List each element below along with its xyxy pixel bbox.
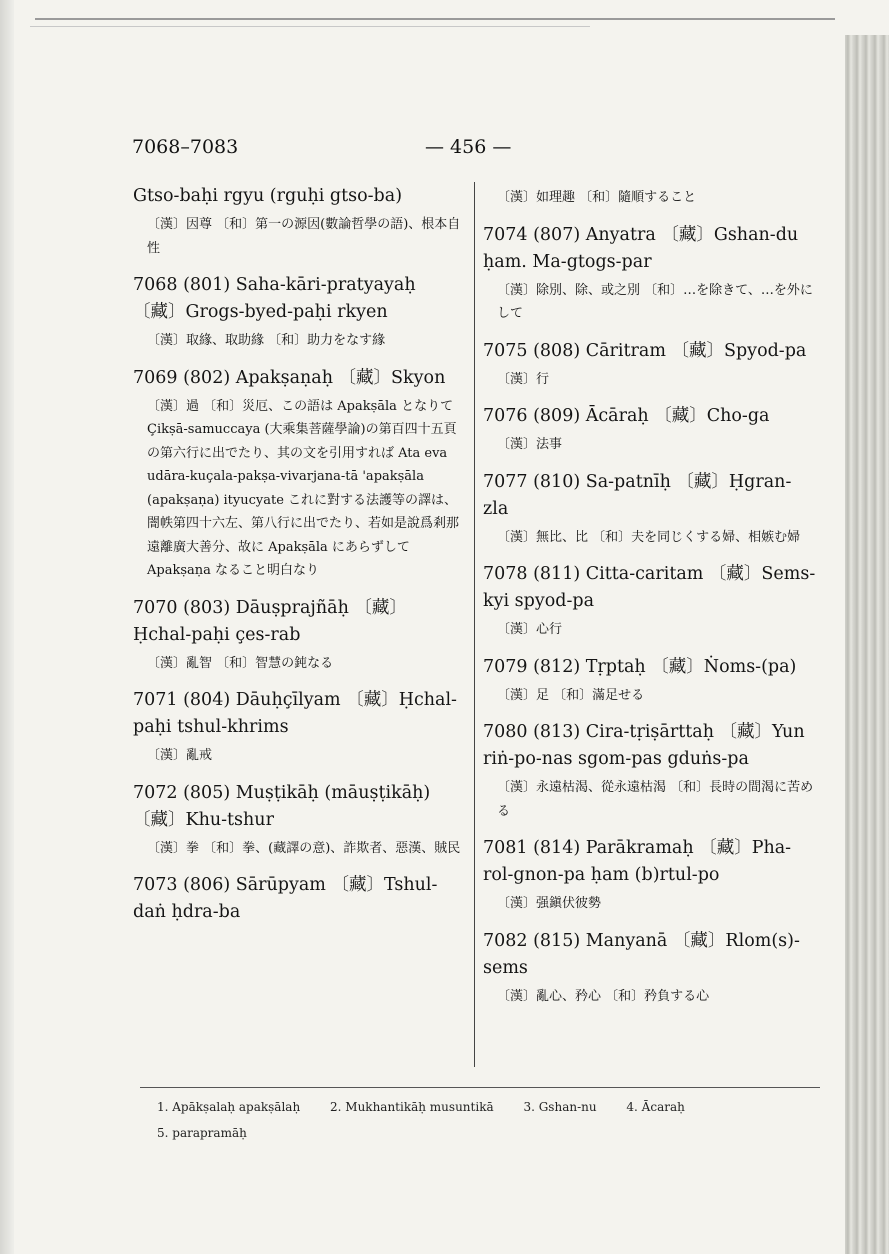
entry-gloss: 〔漢〕因尊 〔和〕第一の源因(數論哲學の語)、根本自性	[147, 217, 461, 256]
footnote: 2. Mukhantikāḥ musuntikā	[330, 1100, 494, 1114]
entry-head: 7080 (813) Cira-tṛiṣārttaḥ 〔藏〕Yun riṅ-po-nas sgom-pas gduṅs-pa	[483, 722, 805, 769]
entry-gloss: 〔漢〕永遠枯渴、從永遠枯渴 〔和〕長時の間渴に苦める	[497, 780, 814, 819]
scan-right-edge	[845, 35, 889, 1254]
entry	[483, 186, 816, 210]
entry	[483, 835, 816, 916]
entry	[483, 654, 816, 708]
entry-head: 7073 (806) Sārūpyam 〔藏〕Tshul-daṅ ḥdra-ba	[133, 875, 438, 922]
entry-head: Gtso-baḥi rgyu (rguḥi gtso-ba)	[133, 186, 403, 206]
entry-gloss: 〔漢〕拳 〔和〕拳、(藏譯の意)、詐欺者、惡漢、賊民	[147, 840, 461, 856]
entry-head: 7076 (809) Ācāraḥ 〔藏〕Cho-ga	[483, 406, 770, 426]
entry	[133, 595, 463, 676]
entry-head: 7071 (804) Dāuḥçīlyam 〔藏〕Ḥchal-paḥi tshul-khrims	[133, 690, 457, 737]
entry-gloss: 〔漢〕除別、除、或之別 〔和〕…を除きて、…を外にして	[497, 282, 813, 321]
entry-gloss: 〔漢〕行	[497, 371, 550, 387]
entry-head: 7078 (811) Citta-caritam 〔藏〕Sems-kyi spyod-pa	[483, 564, 816, 611]
entry-gloss: 〔漢〕亂戒	[147, 748, 213, 763]
footnote-rule	[140, 1087, 820, 1088]
entry-head: 7081 (814) Parākramaḥ 〔藏〕Pha-rol-gnon-pa ḥam (b)rtul-po	[483, 838, 792, 885]
entry-gloss: 〔漢〕亂心、矜心 〔和〕矜負する心	[497, 988, 710, 1004]
footnote: 4. Ācaraḥ	[626, 1100, 685, 1114]
entry	[483, 928, 816, 1009]
entry-gloss: 〔漢〕法事	[497, 437, 563, 452]
entry-gloss: 〔漢〕取緣、取助緣 〔和〕助力をなす緣	[147, 333, 386, 348]
entry-gloss: 〔漢〕心行	[497, 622, 563, 637]
entry	[483, 338, 816, 392]
entry-head: 7068 (801) Saha-kāri-pratyayaḥ 〔藏〕Grogs-byed-paḥi rkyen	[133, 275, 416, 322]
entry-head: 7079 (812) Tṛptaḥ 〔藏〕Ṅoms-(pa)	[483, 656, 797, 677]
top-rule	[35, 18, 835, 20]
entry-range: 7068–7083	[132, 136, 239, 158]
entry-gloss: 〔漢〕强鎭伏彼勢	[497, 896, 602, 911]
left-column	[133, 183, 463, 938]
footnote-line-1	[157, 1100, 711, 1114]
entry-gloss: 〔漢〕足 〔和〕滿足せる	[497, 687, 645, 703]
footnote: 5. parapramāḥ	[157, 1126, 247, 1140]
entry-head: 7069 (802) Apakṣaṇaḥ 〔藏〕Skyon	[133, 367, 446, 388]
entry	[483, 719, 816, 823]
top-rule-faint	[30, 26, 590, 27]
entry	[133, 272, 463, 353]
entry	[483, 222, 816, 326]
entry-head: 7077 (810) Sa-patnīḥ 〔藏〕Ḥgran-zla	[483, 471, 792, 519]
entry	[133, 365, 463, 583]
entry	[133, 687, 463, 768]
page-number: — 456 —	[425, 136, 512, 158]
entry	[483, 561, 816, 642]
entry-gloss: 〔漢〕亂智 〔和〕智慧の鈍なる	[147, 655, 334, 671]
entry	[483, 403, 816, 457]
scan-left-edge	[0, 0, 14, 1254]
entry-head: 7070 (803) Dāuṣprajñāḥ 〔藏〕Ḥchal-paḥi çes-rab	[133, 597, 407, 645]
entry	[483, 469, 816, 550]
entry-head: 7072 (805) Muṣṭikāḥ (māuṣṭikāḥ) 〔藏〕Khu-tshur	[133, 782, 431, 830]
entry-gloss: 〔漢〕無比、比 〔和〕夫を同じくする婦、相嫉む婦	[497, 529, 801, 545]
footnote: 1. Apākṣalaḥ apakṣālaḥ	[157, 1100, 301, 1114]
right-column	[483, 183, 816, 1020]
entry	[133, 183, 463, 260]
entry-gloss: 〔漢〕如理趣 〔和〕隨順すること	[497, 190, 697, 205]
entry-head: 7075 (808) Cāritram 〔藏〕Spyod-pa	[483, 340, 807, 361]
entry-head: 7074 (807) Anyatra 〔藏〕Gshan-du ḥam. Ma-gtogs-par	[483, 224, 799, 272]
entry	[133, 872, 463, 926]
entry-gloss: 〔漢〕過 〔和〕災厄、この語は Apakṣāla となりて Çikṣā-samuccaya (大乘集菩薩學論)の第百四十五頁の第六行に出でたり、其の文を引用すれば Ata eva udāra-kuçala-pakṣa-vivarjana-tā 'apakṣāla (apakṣaṇa) ityucyate これに對する法護等の譯は、闇帙第四十六左、第八行に出でたり、若如是說爲剎那遠離廣大善分、故に Apakṣāla にあらずして Apakṣaṇa なること明白なり	[147, 398, 460, 578]
footnote-line-2	[157, 1126, 273, 1140]
entry-head: 7082 (815) Manyanā 〔藏〕Rlom(s)-sems	[483, 930, 800, 978]
column-divider	[474, 182, 475, 1067]
entry	[133, 780, 463, 861]
footnote: 3. Gshan-nu	[523, 1100, 597, 1114]
